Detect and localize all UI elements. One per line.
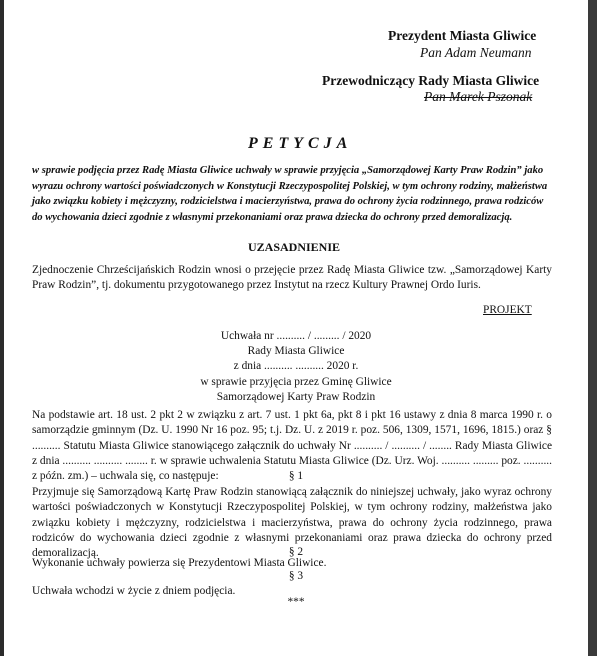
justification-text: Zjednoczenie Chrześcijańskich Rodzin wnosi o przejęcie przez Radę Miasta Gliwice tzw. „Samorządowej Karty Praw Rodzin”, tj. dokumentu przygotowanego przez Instytut na rzecz Kultury Prawnej Ordo Iuris. (32, 264, 552, 292)
addressee-council-name: Pan Marek Pszonak (424, 89, 533, 104)
justification-heading: UZASADNIENIE (248, 240, 341, 254)
resolution-date: z dnia .......... .......... 2020 r. (233, 360, 359, 373)
section-mark-3: § 3 (288, 570, 304, 582)
addressee-mayor-title: Prezydent Miasta Gliwice (388, 28, 537, 43)
resolution-header (4, 329, 588, 405)
petition-subject: w sprawie podjęcia przez Radę Miasta Gliwice uchwały w sprawie przyjęcia „Samorządowej Karty Praw Rodzin” jako wyrazu ochrony wartości poświadczonych w Konstytucji Rzeczypospolitej Polskiej, w tym ochrony rodziny, małżeństwa jako związku kobiety i mężczyzny, rodzicielstwa i macierzyństwa, prawa do ochrony życia rodzinnego, prawa rodziców do wychowania dzieci zgodnie z własnymi przekonaniami oraz prawa dziecka do ochrony przed demoralizacją. (32, 165, 548, 223)
draft-label: PROJEKT (483, 304, 532, 316)
document-page (4, 0, 588, 656)
section-text-2: Wykonanie uchwały powierza się Prezydentowi Miasta Gliwice. (32, 557, 327, 569)
addressee-council-title: Przewodniczący Rady Miasta Gliwice (322, 73, 540, 88)
resolution-subject-1: w sprawie przyjęcia przez Gminę Gliwice (200, 375, 392, 388)
section-text-1: Przyjmuje się Samorządową Kartę Praw Rodzin stanowiącą załącznik do niniejszej uchwały, jako wyraz ochrony wartości poświadczonych w Konstytucji Rzeczypospolitej Polskiej, w tym ochrony rodziny, małżeństwa jako związku kobiety i mężczyzny, rodzicielstwa i macierzyństwa, prawa do ochrony życia rodzinnego, prawa rodziców do wychowania dzieci zgodnie z własnymi przekonaniami oraz prawa dziecka do ochrony przed demoralizacją. (32, 486, 552, 560)
scan-edge-right (588, 0, 597, 656)
document-title: PETYCJA (248, 135, 353, 152)
resolution-number: Uchwała nr .......... / ......... / 2020 (220, 330, 372, 342)
legal-basis: Na podstawie art. 18 ust. 2 pkt 2 w związku z art. 7 ust. 1 pkt 6a, pkt 8 i pkt 16 ustawy z dnia 8 marca 1990 r. o samorządzie gminnym (Dz. U. 1990 Nr 16 poz. 95; t.j. Dz. U. z 2019 r. poz. 506, 1309, 1571, 1696, 1815.) oraz § .......... Statutu Miasta Gliwice stanowiącego załącznik do uchwały Nr .......... / .......... / ........ Rady Miasta Gliwice z dnia .......... .......... ........ r. w sprawie uchwalenia Statutu Miasta Gliwice (Dz. Urz. Woj. .......... ......... poz. .......... z późn. zm.) – uchwala się, co następuje: (32, 409, 552, 483)
addressee-mayor-name: Pan Adam Neumann (420, 45, 532, 60)
section-mark-1: § 1 (288, 470, 304, 482)
resolution-subject-2: Samorządowej Karty Praw Rodzin (216, 390, 376, 403)
section-text-3: Uchwała wchodzi w życie z dniem podjęcia. (32, 585, 236, 597)
end-mark: *** (287, 596, 305, 608)
section-mark-2: § 2 (288, 546, 304, 558)
resolution-council: Rady Miasta Gliwice (247, 345, 345, 358)
